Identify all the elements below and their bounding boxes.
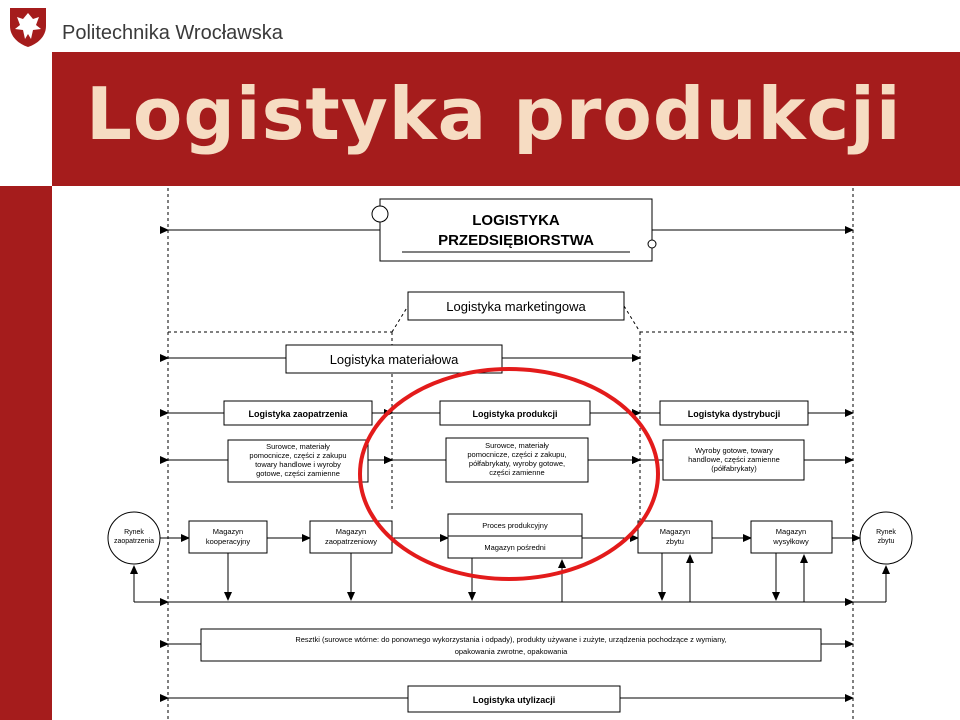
supply-market-line: zaopatrzenia bbox=[113, 538, 155, 545]
supply-goods-line: Surowce, materiały bbox=[266, 442, 330, 451]
intermediate-warehouse-label: Magazyn pośredni bbox=[484, 543, 546, 552]
supply-market-line: Rynek bbox=[124, 529, 144, 536]
coop-warehouse-line: Magazyn bbox=[212, 527, 244, 536]
shipping-warehouse-line: Magazyn bbox=[775, 527, 807, 536]
production-goods-line: Surowce, materiały bbox=[485, 441, 549, 450]
enterprise-title-line2: PRZEDSIĘBIORSTWA bbox=[438, 232, 594, 249]
distribution-goods-line: Wyroby gotowe, towary bbox=[695, 446, 773, 455]
sales-market-line: zbytu bbox=[877, 538, 895, 545]
residues-line: Resztki (surowce wtórne: do ponownego wykorzystania i odpady), produkty używane i zużyte, urządzenia pochodzące z wymiany, bbox=[295, 635, 727, 644]
small-circle bbox=[648, 240, 656, 248]
enterprise-title-line1: LOGISTYKA bbox=[472, 212, 560, 229]
utilization-label: Logistyka utylizacji bbox=[472, 695, 556, 705]
university-name: Politechnika Wrocławska bbox=[62, 22, 283, 44]
production-goods-line: półfabrykaty, wyroby gotowe, bbox=[468, 459, 566, 468]
sales-warehouse-line: Magazyn bbox=[659, 527, 691, 536]
production-process-label: Proces produkcyjny bbox=[482, 521, 548, 530]
slide-title: Logistyka produkcji bbox=[86, 72, 902, 156]
residues-line: opakowania zwrotne, opakowania bbox=[454, 647, 568, 656]
material-logistics-label: Logistyka materiałowa bbox=[329, 352, 459, 367]
small-circle bbox=[372, 206, 388, 222]
production-logistics-label: Logistyka produkcji bbox=[472, 409, 558, 419]
distribution-goods-line: handlowe, części zamienne bbox=[688, 455, 780, 464]
supply-goods-line: gotowe, części zamienne bbox=[256, 469, 340, 478]
shipping-warehouse-line: wysyłkowy bbox=[773, 537, 809, 546]
distribution-logistics-label: Logistyka dystrybucji bbox=[687, 409, 781, 419]
production-goods-line: pomocnicze, części z zakupu, bbox=[467, 450, 567, 459]
marketing-logistics-label: Logistyka marketingowa bbox=[446, 299, 586, 314]
residues-box bbox=[201, 629, 821, 661]
supply-logistics-label: Logistyka zaopatrzenia bbox=[248, 409, 348, 419]
sales-market-line: Rynek bbox=[876, 529, 896, 536]
production-goods-line: części zamienne bbox=[489, 468, 545, 477]
supply-goods-line: pomocnicze, części z zakupu bbox=[249, 451, 347, 460]
supply-warehouse-line: zaopatrzeniowy bbox=[324, 537, 378, 546]
coop-warehouse-line: kooperacyjny bbox=[205, 537, 251, 546]
distribution-goods-line: (półfabrykaty) bbox=[711, 464, 757, 473]
sales-warehouse-line: zbytu bbox=[666, 537, 684, 546]
supply-warehouse-line: Magazyn bbox=[335, 527, 367, 536]
supply-goods-line: towary handlowe i wyroby bbox=[255, 460, 341, 469]
